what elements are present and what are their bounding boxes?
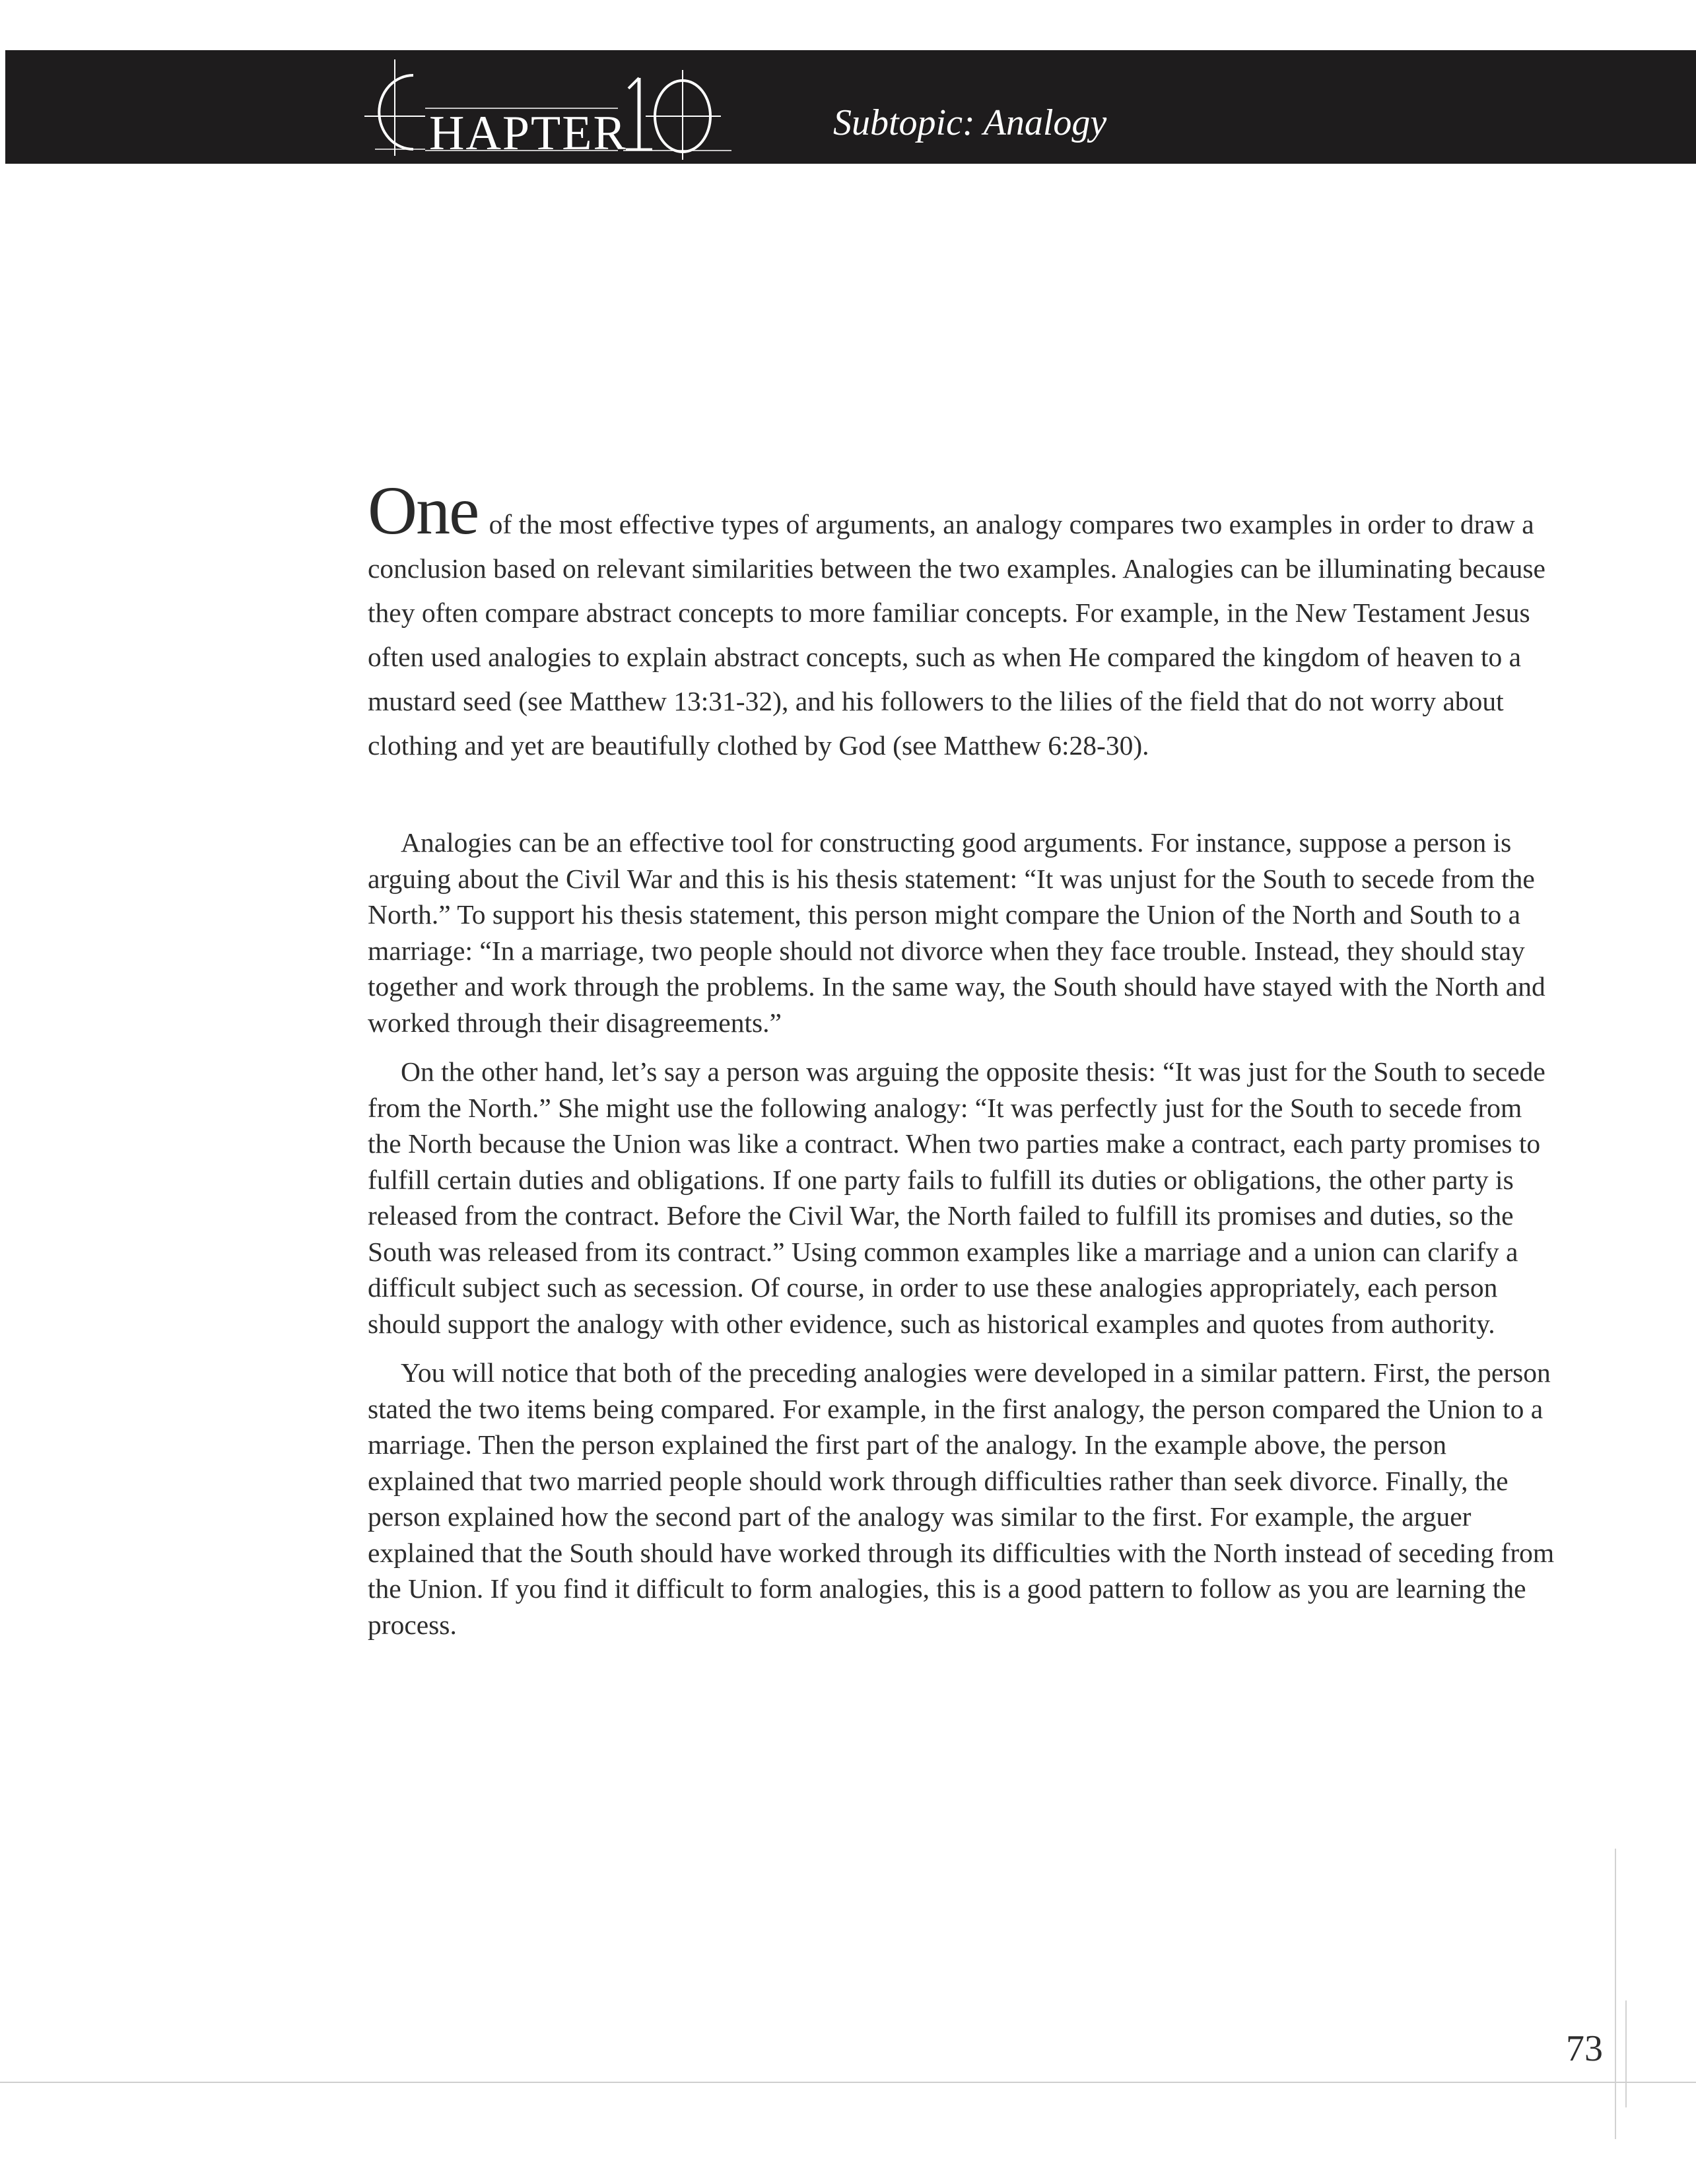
body-paragraph: On the other hand, let’s say a person was arguing the opposite thesis: “It was just for the South to secede from the North.” She might use the following analogy: “It was perfectly just for the South to secede from the North because the Union was like a contract. When two parties make a contract, each party promises to fulfill certain duties and obligations. If one party fails to fulfill its duties or obligations, the other party is released from the contract. Before the Civil War, the North failed to fulfill its promises and duties, so the South was released from its contract.” Using common examples like a marriage and a union can clarify a difficult subject such as secession. Of course, in order to use these analogies appropriately, each person should support the analogy with other evidence, such as historical examples and quotes from authority. [368, 1056, 1545, 1339]
margin-rule-vertical [1625, 2000, 1627, 2107]
body-paragraph: You will notice that both of the preceding analogies were developed in a similar pattern. First, the person stated the two items being compared. For example, in the first analogy, the person compared the Union to a marriage. Then the person explained the first part of the analogy. In the example above, the person explained that two married people should work through difficulties rather than seek divorce. Finally, the person explained how the second part of the analogy was similar to the first. For example, the arguer explained that the South should have worked through its difficulties with the North instead of seceding from the Union. If you find it difficult to form analogies, this is a good pattern to follow as you are learning the process. [368, 1357, 1555, 1640]
intro-paragraph [368, 473, 1556, 768]
main-content [368, 473, 1556, 1643]
footer-rule [0, 2082, 1696, 2083]
chapter-title [362, 50, 824, 164]
body-paragraph: Analogies can be an effective tool for constructing good arguments. For instance, suppose a person is arguing about the Civil War and this is his thesis statement: “It was unjust for the South to secede from the North.” To support his thesis statement, this person might compare the Union of the North and South to a marriage: “In a marriage, two people should not divorce when they face trouble. Instead, they should stay together and work through the problems. In the same way, the South should have stayed with the North and worked through their disagreements.” [368, 827, 1545, 1038]
page-number: 73 [1566, 2028, 1603, 2069]
chapter-title-lettering [362, 50, 824, 164]
margin-rule-vertical [1615, 1849, 1616, 2139]
intro-drop-word: One [368, 473, 479, 549]
svg-text:HAPTER: HAPTER [429, 106, 627, 160]
subtopic-title: Subtopic: Analogy [833, 102, 1107, 143]
intro-text: of the most effective types of arguments, an analogy compares two examples in order to draw a conclusion based on relevant similarities between the two examples. Analogies can be illuminating because they often compare abstract concepts to more familiar concepts. For example, in the New Testament Jesus often used analogies to explain abstract concepts, such as when He compared the kingdom of heaven to a mustard seed (see Matthew 13:31-32), and his followers to the lilies of the field that do not worry about clothing and yet are beautifully clothed by God (see Matthew 6:28-30). [368, 509, 1545, 761]
